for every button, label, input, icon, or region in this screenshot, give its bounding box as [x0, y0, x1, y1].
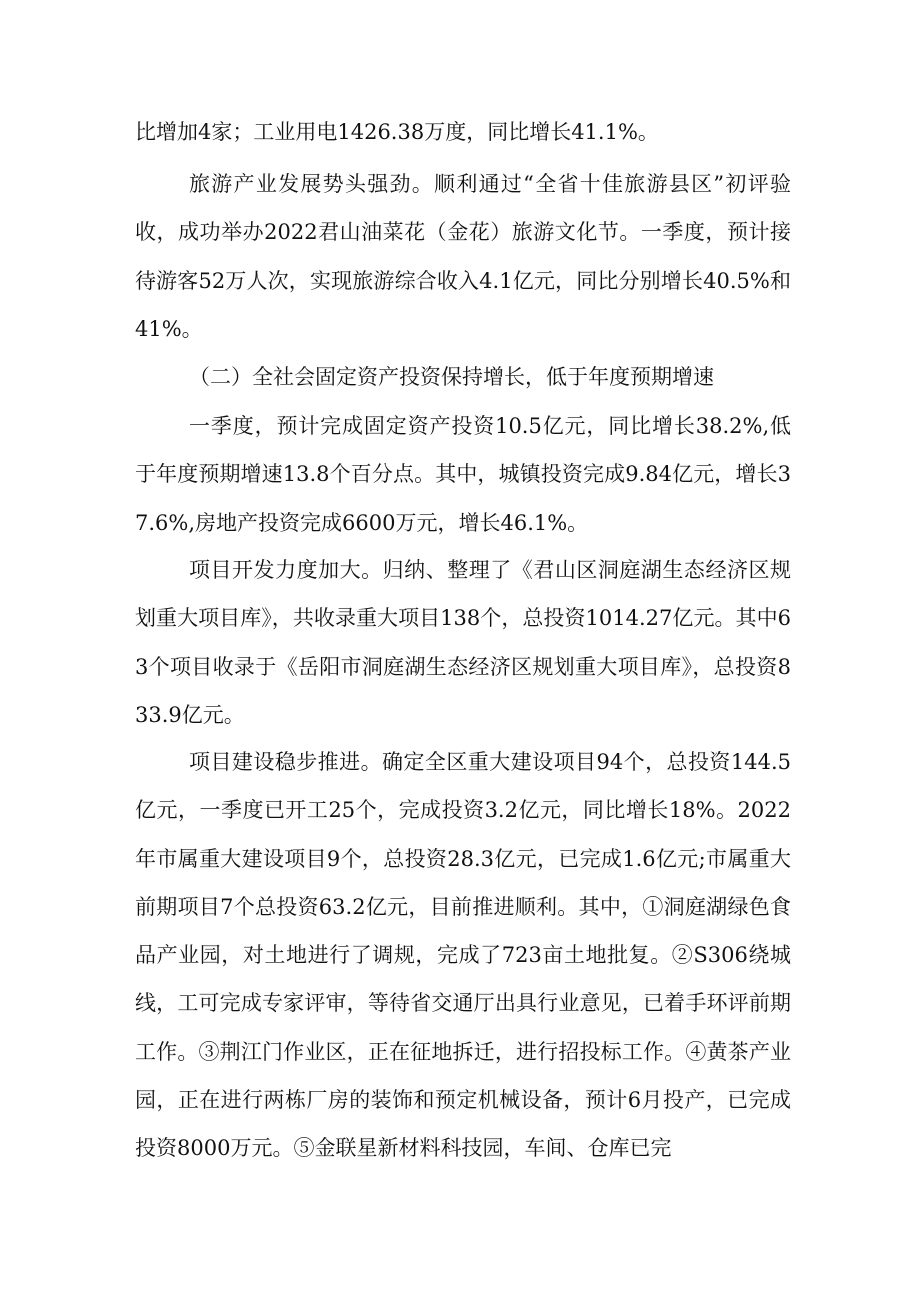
paragraph-project-development: 项目开发力度加大。归纳、整理了《君山区洞庭湖生态经济区规划重大项目库》，共收录重大项目138个，总投资1014.27亿元。其中63个项目收录于《岳阳市洞庭湖生态经济区规划重大项目库》，总投资833.9亿元。: [135, 558, 791, 727]
paragraph-project-construction: 项目建设稳步推进。确定全区重大建设项目94个，总投资144.5亿元，一季度已开工25个，完成投资3.2亿元，同比增长18%。2022年市属重大建设项目9个，总投资28.3亿元，已完成1.6亿元;市属重大前期项目7个总投资63.2亿元，目前推进顺利。其中，①洞庭湖绿色食品产业园，对土地进行了调规，完成了723亩土地批复。②S306绕城线，工可完成专家评审，等待省交通厅出具行业意见，已着手环评前期工作。③荆江门作业区，正在征地拆迁，进行招投标工作。④黄茶产业园，正在进行两栋厂房的装饰和预定机械设备，预计6月投产，已完成投资8000万元。⑤金联星新材料科技园，车间、仓库已完: [135, 750, 791, 1161]
paragraph-tourism: 旅游产业发展势头强劲。顺利通过“全省十佳旅游县区”初评验收，成功举办2022君山油菜花（金花）旅游文化节。一季度，预计接待游客52万人次，实现旅游综合收入4.1亿元，同比分别增长40.5%和41%。: [135, 172, 791, 341]
section-heading-fixed-asset-investment: （二）全社会固定资产投资保持增长，低于年度预期增速: [189, 365, 714, 389]
paragraph-fixed-asset-investment: 一季度，预计完成固定资产投资10.5亿元，同比增长38.2%,低于年度预期增速13.8个百分点。其中，城镇投资完成9.84亿元，增长37.6%,房地产投资完成6600万元，增长46.1%。: [135, 414, 791, 535]
paragraph-industry-continued: 比增加4家；工业用电1426.38万度，同比增长41.1%。: [135, 120, 659, 144]
